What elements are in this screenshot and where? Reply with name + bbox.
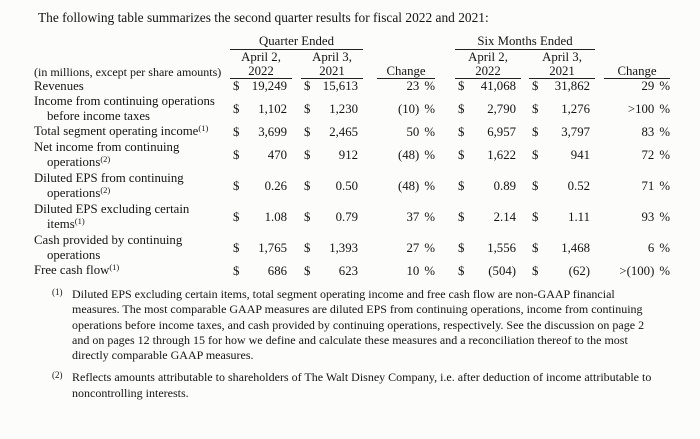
dollar-sign: $ (304, 179, 311, 193)
spacer (521, 233, 529, 263)
dollar-sign: $ (532, 179, 539, 193)
spacer (435, 79, 455, 95)
quarter-change-cell (377, 94, 435, 124)
quarterly-results-table (34, 32, 670, 279)
spacer (363, 202, 377, 233)
col-header-quarter-2022 (230, 50, 292, 79)
six-months-2021-cell (529, 171, 595, 202)
spacer (34, 32, 230, 50)
cell-value: 2.14 (493, 210, 516, 224)
quarter-2022-cell (230, 94, 292, 124)
quarter-2022-cell (230, 202, 292, 233)
cell-value: 0.26 (264, 179, 287, 193)
spacer (521, 124, 529, 140)
dollar-sign: $ (532, 240, 539, 255)
percent-sign: % (424, 240, 435, 255)
quarter-change-cell (377, 79, 435, 95)
six-months-change-cell (604, 140, 670, 171)
spacer (363, 140, 377, 171)
footnote-reference: (2) (100, 185, 111, 195)
cell-value: 470 (267, 148, 287, 162)
spacer (521, 79, 529, 95)
spacer (435, 94, 455, 124)
cell-value: 0.89 (493, 179, 516, 193)
spacer (595, 233, 604, 263)
footnote-reference: (1) (109, 262, 120, 272)
dollar-sign: $ (304, 210, 311, 224)
dollar-sign: $ (233, 263, 240, 278)
cell-value: 37 (406, 210, 420, 224)
cell-value: 0.52 (567, 179, 590, 193)
dollar-sign: $ (532, 79, 539, 93)
six-months-change-cell (604, 233, 670, 263)
cell-value: 93 (641, 210, 655, 224)
group-header-row (34, 32, 670, 50)
spacer (363, 79, 377, 95)
quarter-change-cell (377, 202, 435, 233)
cell-value: 31,862 (554, 79, 590, 93)
cell-value: 72 (641, 148, 655, 162)
spacer (435, 233, 455, 263)
cell-value: 1.08 (264, 210, 287, 224)
spacer (521, 94, 529, 124)
percent-sign: % (424, 179, 435, 193)
group-header-quarter-ended: Quarter Ended (230, 32, 363, 50)
spacer (363, 263, 377, 279)
cell-value: 29 (641, 79, 655, 93)
percent-sign: % (424, 101, 435, 116)
cell-value: >(100) (619, 263, 655, 278)
table-row (34, 79, 670, 95)
spacer (521, 263, 529, 279)
spacer (435, 140, 455, 171)
spacer (292, 171, 301, 202)
spacer (377, 32, 435, 50)
dollar-sign: $ (532, 210, 539, 224)
cell-value: (62) (568, 263, 590, 278)
spacer (292, 124, 301, 140)
dollar-sign: $ (458, 124, 465, 139)
col-header-six-months-2021 (529, 50, 595, 79)
row-label: Income from continuing operations before income taxes (34, 94, 215, 123)
dollar-sign: $ (233, 179, 240, 193)
percent-sign: % (659, 210, 670, 224)
cell-value: 15,613 (322, 79, 358, 93)
intro-paragraph: The following table summarizes the second quarter results for fiscal 2022 and 2021: (38, 10, 489, 25)
dollar-sign: $ (458, 79, 465, 93)
col-header-quarter-change: Change (377, 50, 435, 79)
quarter-change-cell (377, 233, 435, 263)
cell-value: 1,276 (561, 101, 590, 116)
percent-sign: % (659, 240, 670, 255)
dollar-sign: $ (532, 124, 539, 139)
spacer (292, 50, 301, 79)
table-row (34, 94, 670, 124)
six-months-2022-cell (455, 94, 521, 124)
footnote-reference: (2) (100, 154, 111, 164)
cell-value: (504) (488, 263, 516, 278)
quarter-2021-cell (301, 140, 363, 171)
spacer (292, 94, 301, 124)
quarter-2021-cell (301, 263, 363, 279)
six-months-2021-cell (529, 202, 595, 233)
table-row (34, 140, 670, 171)
cell-value: >100 (627, 101, 655, 116)
spacer (595, 171, 604, 202)
footnote-reference: (1) (74, 216, 85, 226)
spacer (521, 140, 529, 171)
quarter-2022-cell (230, 171, 292, 202)
dollar-sign: $ (458, 101, 465, 116)
six-months-2021-cell (529, 263, 595, 279)
footnotes-section (52, 287, 700, 401)
spacer (435, 171, 455, 202)
percent-sign: % (659, 148, 670, 162)
footnote-marker: (2) (52, 370, 63, 381)
cell-value: 6,957 (487, 124, 516, 139)
date-line-2: 2022 (475, 64, 501, 78)
spacer (604, 32, 670, 50)
spacer (595, 202, 604, 233)
spacer (292, 263, 301, 279)
six-months-change-cell (604, 202, 670, 233)
footnote-marker: (1) (52, 287, 63, 297)
spacer (521, 202, 529, 233)
row-label: Total segment operating income$^{(1)}$ (34, 123, 209, 138)
percent-sign: % (659, 124, 670, 139)
footnote-1 (52, 287, 700, 363)
percent-sign: % (659, 101, 670, 116)
cell-value: 686 (267, 263, 287, 278)
column-header-row (34, 50, 670, 79)
cell-value: (10) (398, 101, 420, 116)
cell-value: 83 (641, 124, 655, 139)
dollar-sign: $ (304, 124, 311, 139)
dollar-sign: $ (233, 101, 240, 116)
cell-value: 1.11 (568, 210, 590, 224)
quarter-2022-cell (230, 79, 292, 95)
dollar-sign: $ (532, 101, 539, 116)
spacer (521, 171, 529, 202)
quarter-2021-cell (301, 171, 363, 202)
cell-value: (48) (398, 179, 420, 193)
six-months-change-cell (604, 124, 670, 140)
dollar-sign: $ (233, 79, 240, 93)
footnote-2 (52, 370, 700, 401)
spacer (363, 94, 377, 124)
spacer (595, 263, 604, 279)
cell-value: 23 (406, 79, 420, 93)
six-months-2022-cell (455, 79, 521, 95)
dollar-sign: $ (458, 263, 465, 278)
percent-sign: % (424, 263, 435, 278)
quarter-2022-cell (230, 233, 292, 263)
spacer (595, 32, 604, 50)
dollar-sign: $ (304, 263, 311, 278)
row-label: Free cash flow$^{(1)}$ (34, 262, 120, 277)
cell-value: 3,699 (258, 124, 287, 139)
date-line-2: 2021 (319, 64, 345, 78)
cell-value: 1,556 (487, 240, 516, 255)
spacer (363, 233, 377, 263)
date-line-1: April 3, (542, 50, 582, 64)
dollar-sign: $ (233, 148, 240, 162)
dollar-sign: $ (304, 79, 311, 93)
cell-value: 71 (641, 179, 655, 193)
row-label: Diluted EPS excluding certain items$^{(1)}$ (34, 202, 190, 231)
quarter-2021-cell (301, 124, 363, 140)
cell-value: 6 (647, 240, 655, 255)
table-row (34, 233, 670, 263)
six-months-2022-cell (455, 202, 521, 233)
cell-value: 1,468 (561, 240, 590, 255)
dollar-sign: $ (233, 210, 240, 224)
cell-value: 1,622 (487, 148, 516, 162)
six-months-2022-cell (455, 140, 521, 171)
cell-value: 19,249 (251, 79, 287, 93)
dollar-sign: $ (458, 179, 465, 193)
date-line-2: 2021 (549, 64, 575, 78)
spacer (595, 50, 604, 79)
spacer (363, 50, 377, 79)
dollar-sign: $ (304, 240, 311, 255)
spacer (521, 50, 529, 79)
percent-sign: % (424, 148, 435, 162)
row-label: Cash provided by continuing operations (34, 233, 183, 262)
date-line-1: April 3, (312, 50, 352, 64)
spacer (435, 263, 455, 279)
results-table-body (34, 79, 670, 280)
spacer (363, 171, 377, 202)
quarter-2022-cell (230, 263, 292, 279)
spacer (435, 202, 455, 233)
spacer (595, 79, 604, 95)
cell-value: 1,393 (329, 240, 358, 255)
six-months-2022-cell (455, 233, 521, 263)
date-line-1: April 2, (468, 50, 508, 64)
cell-value: 0.50 (335, 179, 358, 193)
percent-sign: % (424, 210, 435, 224)
six-months-change-cell (604, 171, 670, 202)
six-months-change-cell (604, 79, 670, 95)
spacer (435, 32, 455, 50)
cell-value: 41,068 (480, 79, 516, 93)
cell-value: 1,765 (258, 240, 287, 255)
six-months-2021-cell (529, 124, 595, 140)
percent-sign: % (424, 124, 435, 139)
col-header-six-months-change: Change (604, 50, 670, 79)
quarter-change-cell (377, 171, 435, 202)
footnote-text: Diluted EPS excluding certain items, total segment operating income and free cash flow are non-GAAP financial measures. The most comparable GAAP measures are diluted EPS from continuing operations, income from continuing operations before income taxes, and cash provided by continuing operations, respectively. See the discussion on page 2 and on pages 12 through 15 for how we define and calculate these measures and a reconciliation thereof to the most directly comparable GAAP measures. (72, 287, 645, 363)
date-line-2: 2022 (248, 64, 274, 78)
dollar-sign: $ (458, 240, 465, 255)
six-months-2021-cell (529, 140, 595, 171)
table-row (34, 124, 670, 140)
dollar-sign: $ (458, 148, 465, 162)
quarter-change-cell (377, 124, 435, 140)
dollar-sign: $ (532, 148, 539, 162)
dollar-sign: $ (233, 124, 240, 139)
percent-sign: % (659, 179, 670, 193)
cell-value: 912 (338, 148, 358, 162)
table-row (34, 263, 670, 279)
spacer (292, 140, 301, 171)
col-header-quarter-2021 (301, 50, 363, 79)
spacer (595, 140, 604, 171)
dollar-sign: $ (458, 210, 465, 224)
six-months-2022-cell (455, 171, 521, 202)
cell-value: 1,102 (258, 101, 287, 116)
quarter-change-cell (377, 140, 435, 171)
quarter-2021-cell (301, 94, 363, 124)
cell-value: 50 (406, 124, 420, 139)
percent-sign: % (659, 79, 670, 93)
dollar-sign: $ (304, 148, 311, 162)
footnote-text: Reflects amounts attributable to shareholders of The Walt Disney Company, i.e. after deduction of income attributable to noncontrolling interests. (72, 370, 652, 400)
quarter-2021-cell (301, 233, 363, 263)
quarter-2021-cell (301, 79, 363, 95)
six-months-2021-cell (529, 233, 595, 263)
spacer (292, 233, 301, 263)
percent-sign: % (659, 263, 670, 278)
spacer (363, 32, 377, 50)
date-line-1: April 2, (241, 50, 281, 64)
group-header-six-months-ended: Six Months Ended (455, 32, 595, 50)
col-header-six-months-2022 (455, 50, 521, 79)
six-months-change-cell (604, 263, 670, 279)
cell-value: 2,790 (487, 101, 516, 116)
spacer (595, 94, 604, 124)
spacer (292, 79, 301, 95)
six-months-2021-cell (529, 94, 595, 124)
six-months-2022-cell (455, 263, 521, 279)
cell-value: 941 (570, 148, 590, 162)
percent-sign: % (424, 79, 435, 93)
row-label: Revenues (34, 78, 84, 93)
dollar-sign: $ (233, 240, 240, 255)
quarter-2021-cell (301, 202, 363, 233)
spacer (435, 50, 455, 79)
cell-value: 2,465 (329, 124, 358, 139)
cell-value: 0.79 (335, 210, 358, 224)
dollar-sign: $ (532, 263, 539, 278)
quarter-2022-cell (230, 124, 292, 140)
row-label: Net income from continuing operations$^{(2)}$ (34, 140, 180, 169)
cell-value: 10 (406, 263, 420, 278)
cell-value: 1,230 (329, 101, 358, 116)
dollar-sign: $ (304, 101, 311, 116)
spacer (595, 124, 604, 140)
cell-value: 3,797 (561, 124, 590, 139)
footnote-reference: (1) (198, 123, 209, 133)
spacer (435, 124, 455, 140)
row-label: Diluted EPS from continuing operations$^{(2)}$ (34, 171, 184, 200)
quarter-change-cell (377, 263, 435, 279)
cell-value: 27 (406, 240, 420, 255)
cell-value: (48) (398, 148, 420, 162)
six-months-2022-cell (455, 124, 521, 140)
spacer (363, 124, 377, 140)
row-label-header: (in millions, except per share amounts) (34, 64, 222, 79)
six-months-2021-cell (529, 79, 595, 95)
quarter-2022-cell (230, 140, 292, 171)
table-row (34, 171, 670, 202)
table-row (34, 202, 670, 233)
spacer (292, 202, 301, 233)
cell-value: 623 (338, 263, 358, 278)
six-months-change-cell (604, 94, 670, 124)
